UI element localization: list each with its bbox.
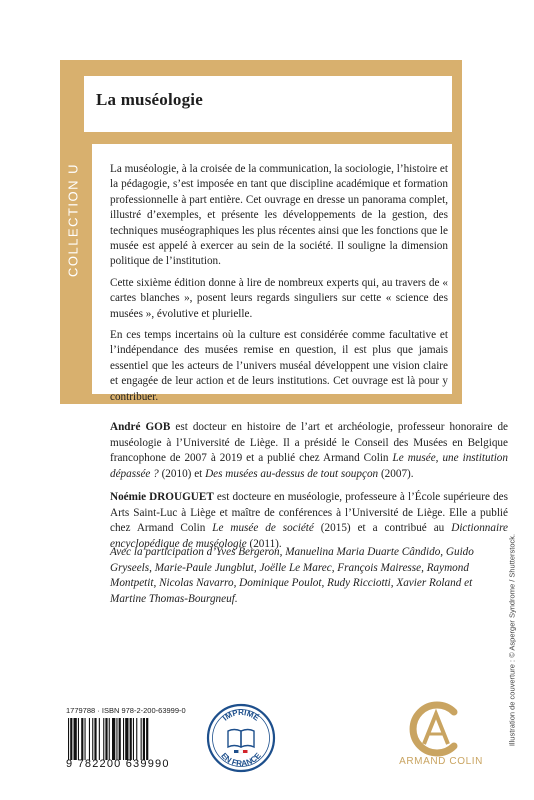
- author-bio-gob: [110, 420, 508, 482]
- author-bio-drouguet: [110, 490, 508, 552]
- barcode-bar: [136, 718, 137, 760]
- barcode-bar: [70, 718, 72, 760]
- barcode-bar: [85, 718, 86, 760]
- participants: [110, 545, 508, 607]
- barcode-bar: [89, 718, 90, 760]
- barcode-bar: [105, 718, 107, 760]
- printed-in-france-badge: [206, 703, 276, 773]
- collection-label: [56, 156, 90, 284]
- barcode-bar: [143, 718, 145, 760]
- author-name-gob: André GOB: [110, 421, 171, 433]
- barcode-bar: [141, 718, 142, 760]
- description: [110, 162, 448, 411]
- description-paragraph-2: Cette sixième édition donne à lire de nombreux experts qui, au travers de « cartes blanches », posent leurs regards singuliers sur cette « science des musées », évolutive et plurielle.: [110, 276, 448, 320]
- barcode-bar: [99, 718, 100, 760]
- cover-credit: [504, 520, 520, 760]
- collection-label-text: COLLECTION U: [65, 162, 81, 278]
- flag-stripes-icon: [234, 750, 248, 753]
- bio-text: (2011).: [246, 537, 282, 550]
- barcode-bar: [119, 718, 121, 760]
- book-reference: Le musée, une institution dépassée ?: [110, 452, 508, 480]
- book-title: La muséologie: [96, 90, 203, 109]
- badge-top-text: IMPRIMÉ: [220, 708, 261, 723]
- barcode-bar: [78, 718, 79, 760]
- barcode-bar: [94, 718, 96, 760]
- book-reference: Dictionnaire encyclopédique de muséologie: [110, 522, 508, 550]
- barcode-block: [66, 706, 190, 772]
- barcode-bar: [81, 718, 83, 760]
- barcode-bar: [112, 718, 115, 760]
- barcode-bar: [103, 718, 104, 760]
- barcode-bar: [109, 718, 110, 760]
- book-reference: Le musée de société: [212, 522, 314, 534]
- participants-text: Avec la participation d’Yves Bergeron, Manuelina Maria Duarte Cândido, Guido Gryseels, Marie-Paule Jungblut, Joëlle Le Marec, François Mairesse, Raymond Montpetit, Nicolas Navarro, Dominique Poulot, Rudy Ricciotti, Xavier Roland et Martine Thomas-Bourgneuf.: [110, 546, 474, 605]
- bio-text: (2010) et: [158, 467, 206, 480]
- barcode-bar: [130, 718, 132, 760]
- barcode: [66, 718, 190, 760]
- cover-credit-text: Illustration de couverture : © Asperger Syndrome / Shutterstock.: [507, 533, 517, 747]
- barcode-bar: [68, 718, 69, 760]
- publisher-name: ARMAND COLIN: [399, 756, 483, 767]
- barcode-bar: [92, 718, 93, 760]
- ean-number: 9 782200 639990: [66, 758, 170, 770]
- barcode-bar: [74, 718, 77, 760]
- description-paragraph-3: En ces temps incertains où la culture est considérée comme facultative et l’indépendance des musées remise en question, il est plus que jamais essentiel que les acteurs de l’univers muséal développent une vision claire et engagée de leur action et de leurs institutions. Cet ouvrage est là pour y contribuer.: [110, 329, 448, 403]
- description-paragraph-1: La muséologie, à la croisée de la communication, la sociologie, l’histoire et la pédagogie, s’est imposée en tant que discipline académique et formation professionnelle à part entière. Cet ouvrage en dresse un panorama complet, illustré d’exemples, et présente les développements de la gestion, des techniques muséographiques les plus récentes ainsi que les fonctions que le musée est appelé à exercer au sein de la société. Il souligne la dimension politique de l’institution.: [110, 163, 449, 268]
- barcode-bar: [116, 718, 117, 760]
- barcode-bar: [125, 718, 128, 760]
- bio-text: est docteure en muséologie, professeure à l’École supérieure des Arts Saint-Luc à Liège et maître de conférences à l’Université de Liège. Elle a publié chez Armand Colin: [110, 491, 508, 534]
- badge-bottom-text: EN FRANCE: [219, 751, 263, 769]
- barcode-bar: [146, 718, 148, 760]
- bio-text: (2015) et a contribué au: [313, 522, 452, 534]
- author-name-drouguet: Noémie DROUGUET: [110, 491, 214, 503]
- bio-text: est docteur en histoire de l’art et archéologie, professeur honoraire de muséologie à l’Université de Liège. Il a présidé le Conseil des Musées en Belgique francophone de 2007 à 2019 et a publié chez Armand Colin: [110, 421, 508, 464]
- bio-text: (2007).: [378, 467, 414, 480]
- book-reference: Des musées au-dessus de tout soupçon: [205, 467, 379, 480]
- barcode-bar: [123, 718, 124, 760]
- barcode-bar: [133, 718, 134, 760]
- isbn-line: 1779788 · ISBN 978-2-200-63999-0: [66, 706, 186, 715]
- armand-colin-logo-icon: [404, 700, 468, 758]
